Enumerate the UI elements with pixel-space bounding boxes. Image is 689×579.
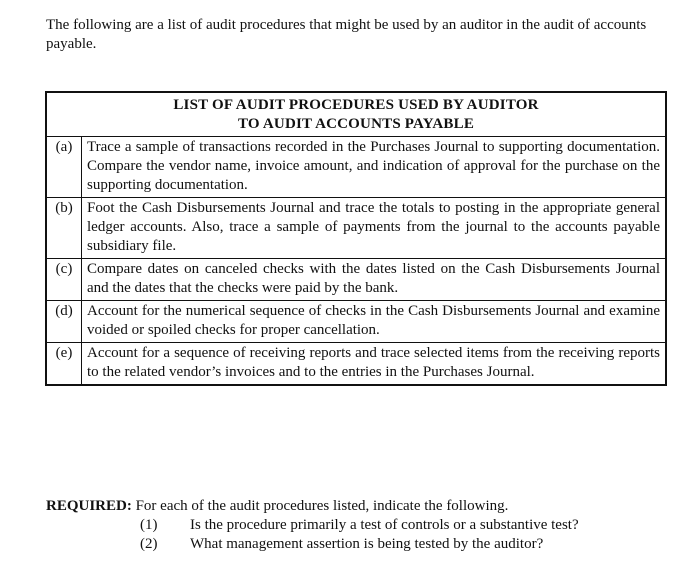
procedure-text: Account for the numerical sequence of checks in the Cash Disbursements Journal and examine voided or spoiled checks for proper cancellation. [82,301,667,343]
intro-paragraph: The following are a list of audit procedures that might be used by an auditor in the audit of accounts payable. [46,17,647,52]
procedure-text: Compare dates on canceled checks with the dates listed on the Cash Disbursements Journal and the dates that the checks were paid by the bank. [82,259,667,301]
procedure-letter: (d) [46,301,82,343]
table-row [46,301,666,343]
procedure-letter: (c) [46,259,82,301]
procedure-letter: (e) [46,343,82,386]
table-title-line-1: LIST OF AUDIT PROCEDURES USED BY AUDITOR [173,97,539,113]
procedure-letter: (b) [46,198,82,259]
list-item [140,535,579,554]
table-title [46,92,666,137]
list-item [140,516,579,535]
table-row [46,198,666,259]
table-title-line-2: TO AUDIT ACCOUNTS PAYABLE [237,116,475,132]
table-row [46,137,666,198]
procedure-text: Trace a sample of transactions recorded in the Purchases Journal to supporting documentation. Compare the vendor name, invoice amount, and indication of approval for the purchase on the supporting documentation. [82,137,667,198]
list-item-number: (1) [140,517,158,533]
table-header-row [46,92,666,137]
list-item-text: Is the procedure primarily a test of controls or a substantive test? [190,517,579,533]
procedure-text: Account for a sequence of receiving reports and trace selected items from the receiving reports to the related vendor’s invoices and to the entries in the Purchases Journal. [82,343,667,386]
table-row [46,259,666,301]
table-row [46,343,666,386]
required-list [140,516,579,554]
procedure-text: Foot the Cash Disbursements Journal and trace the totals to posting in the appropriate general ledger accounts. Also, trace a sample of payments from the journal to the accounts payable subsidiary file. [82,198,667,259]
required-instruction: For each of the audit procedures listed, indicate the following. [135,498,509,514]
required-label: REQUIRED: [46,498,132,514]
procedure-letter: (a) [46,137,82,198]
required-section [46,496,666,516]
audit-procedures-table [45,91,667,386]
list-item-number: (2) [140,536,158,552]
list-item-text: What management assertion is being tested by the auditor? [190,536,544,552]
